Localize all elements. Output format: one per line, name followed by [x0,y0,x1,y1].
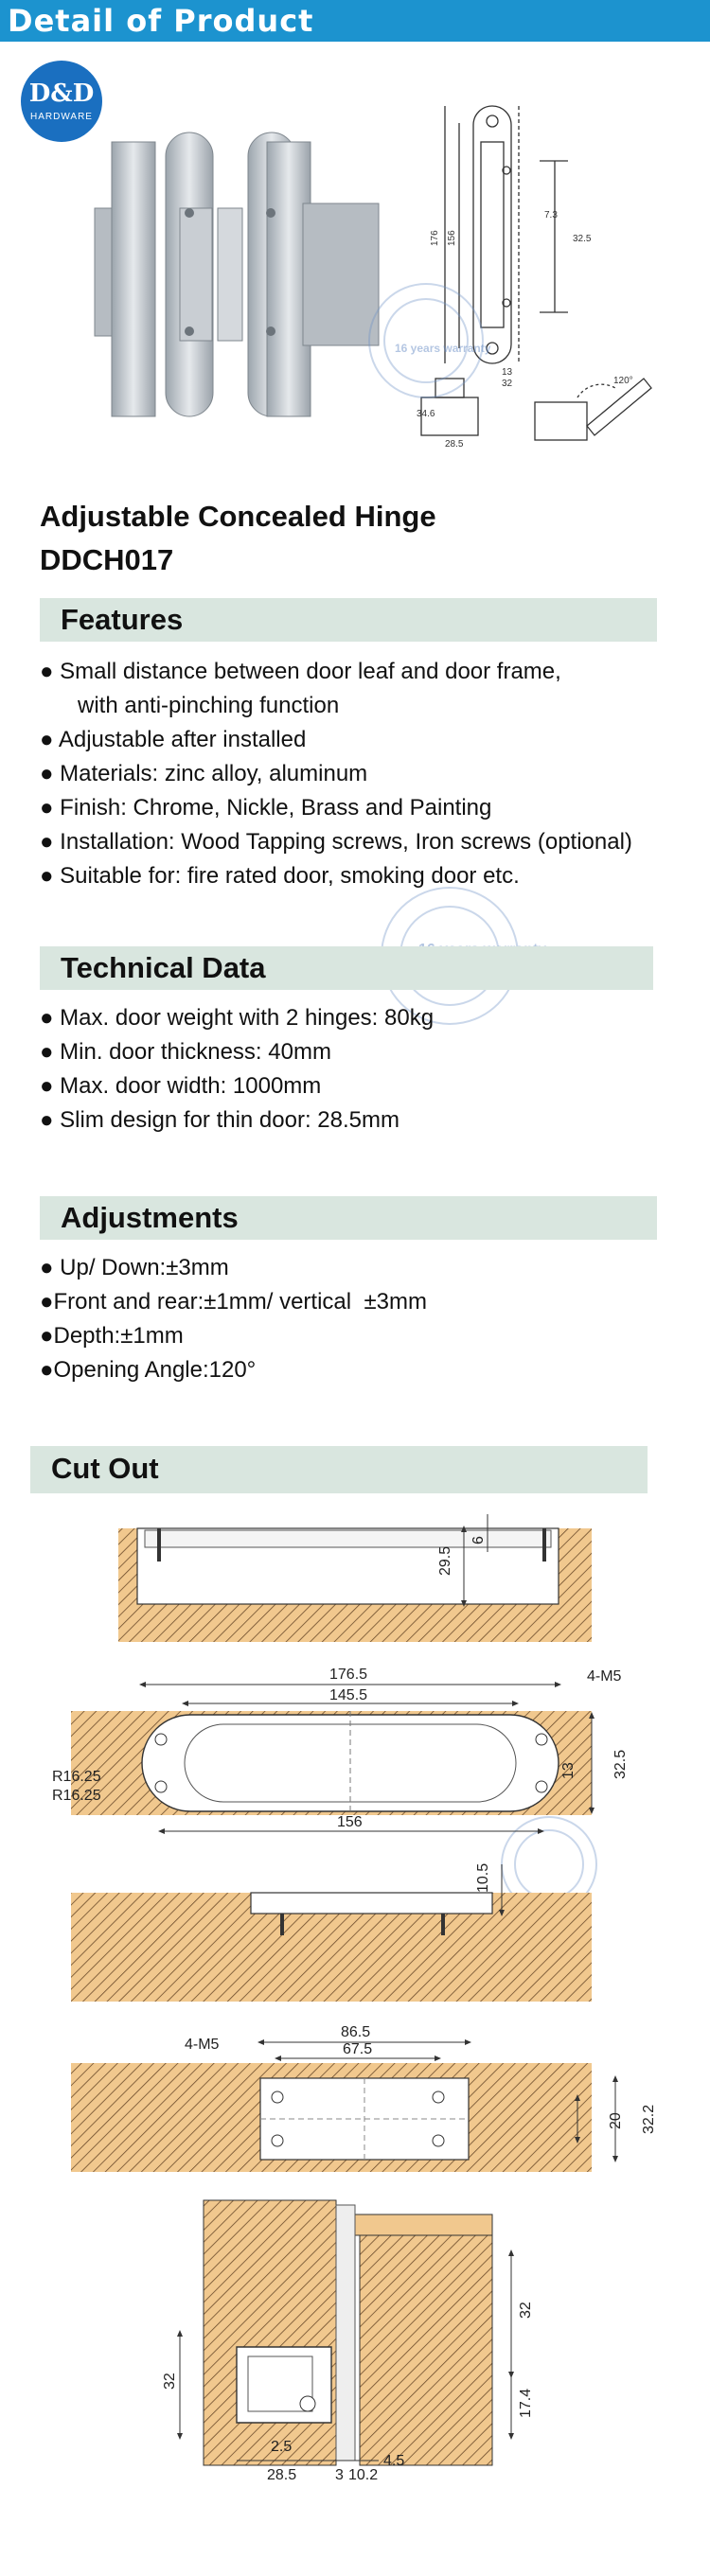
dim-label: 10.2 [348,2467,379,2483]
technical-item: ● Max. door width: 1000mm [40,1073,322,1099]
adjustments-item: ●Depth:±1mm [40,1323,184,1349]
adjustments-item: ● Up/ Down:±3mm [40,1255,229,1280]
cutout-drawing-2 [71,1685,592,1831]
dim-label: 86.5 [341,2024,371,2040]
dim-label: 6 [470,1536,487,1544]
hinge-photo [95,132,379,416]
logo-line2: HARDWARE [30,112,93,122]
adjustments-heading-text: Adjustments [61,1201,239,1234]
technical-item: ● Max. door weight with 2 hinges: 80kg [40,1005,435,1031]
product-name: Adjustable Concealed Hinge [40,500,436,533]
cutout-drawing-4 [71,2042,615,2172]
cutout-drawing-1 [118,1514,592,1642]
thumb-label: 13 [502,367,513,378]
technical-item: ● Min. door thickness: 40mm [40,1039,331,1065]
thumb-labels [417,210,633,450]
dim-label: 176.5 [329,1667,368,1683]
dim-label: 4-M5 [587,1668,622,1685]
thumb-label: 34.6 [417,409,435,419]
thumb-label: 32.5 [573,234,592,244]
dim-label: 32.5 [612,1749,629,1779]
dim-label: 67.5 [343,2041,373,2057]
features-item: with anti-pinching function [52,693,340,718]
features-item: ● Materials: zinc alloy, aluminum [40,761,368,786]
features-item: ● Finish: Chrome, Nickle, Brass and Painting [40,795,492,820]
dim-label: 4-M5 [185,2037,220,2053]
features-item: ● Installation: Wood Tapping screws, Iron screws (optional) [40,829,632,855]
features-item: ● Adjustable after installed [40,727,307,752]
dim-label: 32 [518,2302,534,2319]
thumb-label: 28.5 [445,439,464,450]
thumb-label: 32 [502,379,513,389]
adjustments-heading [40,1196,657,1240]
dim-label: 32.2 [641,2104,657,2134]
dim-label: 20 [608,2112,624,2129]
thumb-label: 156 [447,230,457,246]
features-heading-text: Features [61,603,184,636]
adjustments-item: ●Opening Angle:120° [40,1357,257,1383]
banner-title: Detail of Product [8,3,314,39]
technical-item: ● Slim design for thin door: 28.5mm [40,1107,399,1133]
cutout3-labels [475,1863,491,1893]
dim-label: 3 [335,2467,344,2483]
features-heading [40,598,657,642]
cutout-heading-text: Cut Out [51,1452,159,1485]
dim-label: 145.5 [329,1687,368,1703]
cutout-drawing-5 [180,2200,511,2465]
thumb-label: 7.3 [544,210,558,221]
cutout-heading [30,1446,648,1493]
dim-label: 13 [560,1762,577,1779]
features-item: ● Small distance between door leaf and door frame, [40,659,561,684]
product-code: DDCH017 [40,543,174,576]
dim-label: 32 [162,2373,178,2390]
cutout-drawing-3 [71,1864,592,2002]
dim-label: 4.5 [383,2453,405,2469]
watermark-years: 16 years warranty [395,342,491,355]
dim-label: 156 [337,1814,363,1830]
dim-label: 10.5 [475,1862,491,1893]
technical-heading-text: Technical Data [61,951,266,984]
dim-label: 17.4 [518,2388,534,2418]
dim-label: 2.5 [271,2439,293,2455]
dim-label: R16.25 [52,1769,101,1785]
features-item: ● Suitable for: fire rated door, smoking door etc. [40,863,520,889]
technical-heading [40,946,653,990]
dim-label: 29.5 [437,1545,453,1576]
dim-label: R16.25 [52,1788,101,1804]
thumb-label: 120° [613,376,633,386]
logo-line1: D&D [28,79,95,108]
dim-label: 28.5 [267,2467,297,2483]
adjustments-item: ●Front and rear:±1mm/ vertical ±3mm [40,1289,427,1314]
thumb-label: 176 [430,230,440,246]
